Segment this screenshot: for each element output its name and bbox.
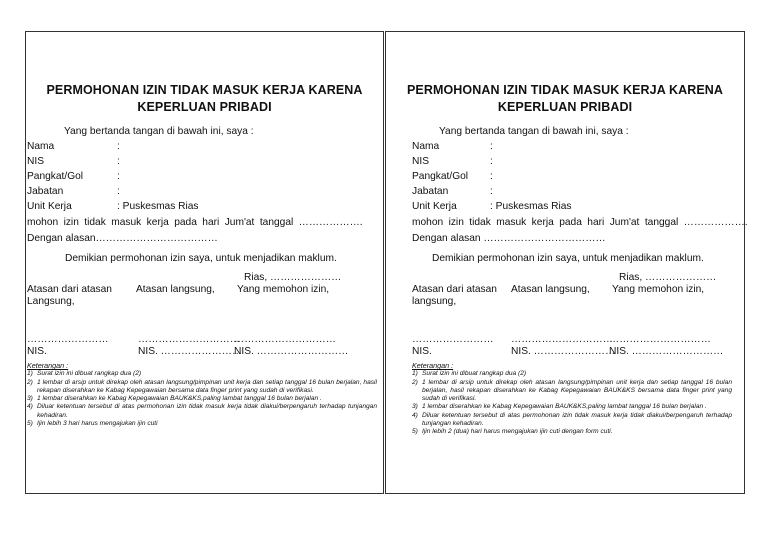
note-item: 3) 1 lembar diserahkan ke Kabag Kepegawaian BAUK&KS,paling lambat tanggal 16 bulan berjalan . (412, 403, 707, 411)
colon: : (490, 186, 493, 197)
note-item: 5) Ijin lebih 2 (dua) hari harus mengajukan ijin cuti dengan form cuti. (412, 428, 613, 436)
nis-line: NIS. …………………… (138, 346, 243, 357)
reason-line: Dengan alasan……………………………… (27, 233, 218, 244)
closing-text: Demikian permohonan izin saya, untuk menjadikan maklum. (432, 253, 704, 264)
request-line: mohon izin tidak masuk kerja pada hari Jum'at tanggal ………………. (27, 217, 363, 228)
request-line: mohon izin tidak masuk kerja pada hari Jum'at tanggal ………………. (412, 217, 748, 228)
signature-dots: ………………………… (511, 334, 613, 345)
notes-section (412, 362, 732, 437)
field-unit-kerja-value: : Puskesmas Rias (117, 201, 199, 212)
field-pangkat: Pangkat/Gol (27, 171, 84, 182)
notes-title: Keterangan : (27, 361, 69, 370)
field-unit-kerja: Unit Kerja (27, 201, 72, 212)
intro-text: Yang bertanda tangan di bawah ini, saya : (64, 126, 254, 137)
nis-line: NIS. ……………………… (609, 346, 724, 357)
colon: : (490, 141, 493, 152)
intro-text: Yang bertanda tangan di bawah ini, saya : (439, 126, 629, 137)
reason-line: Dengan alasan ……………………………… (412, 233, 606, 244)
field-nis: NIS (27, 156, 44, 167)
signature-dots: ………………………… (234, 334, 336, 345)
form-title: PERMOHONAN IZIN TIDAK MASUK KERJA KARENA KEPERLUAN PRIBADI (46, 83, 363, 114)
signature-label-atasan-langsung: Atasan langsung, (511, 284, 590, 295)
nis-line: NIS. (412, 346, 432, 357)
signature-dots: …………………… (412, 334, 494, 345)
note-item: 4) Diluar ketentuan tersebut di atas permohonan izin tidak masuk kerja tidak diakui/berpengaruh terhadap tunjangan kehadiran. (412, 411, 732, 428)
signature-label-pemohon: Yang memohon izin, (237, 284, 330, 295)
colon: : (117, 171, 120, 182)
signature-label-atasan-dari-atasan: Atasan dari atasan (27, 284, 112, 295)
field-nama: Nama (27, 141, 55, 152)
notes-section (27, 362, 377, 428)
colon: : (117, 156, 120, 167)
signature-label-atasan-langsung: Atasan langsung, (136, 284, 215, 295)
signature-dots: …………………… (27, 334, 109, 345)
closing-text: Demikian permohonan izin saya, untuk menjadikan maklum. (65, 253, 337, 264)
form-title: PERMOHONAN IZIN TIDAK MASUK KERJA KARENA KEPERLUAN PRIBADI (406, 83, 724, 114)
field-jabatan: Jabatan (412, 186, 449, 197)
place-date: Rias, ………………… (619, 272, 717, 283)
field-nama: Nama (412, 141, 440, 152)
place-date: Rias, ………………… (244, 272, 342, 283)
signature-dots: ………………………… (609, 334, 711, 345)
leave-form-right (385, 31, 748, 494)
field-nis: NIS (412, 156, 429, 167)
field-pangkat: Pangkat/Gol (412, 171, 469, 182)
field-jabatan: Jabatan (27, 186, 64, 197)
nis-line: NIS. ……………………… (234, 346, 349, 357)
colon: : (490, 171, 493, 182)
note-item: 2) 1 lembar di arsip untuk direkap oleh atasan langsung/pimpinan unit kerja dan setiap tanggal 16 bulan berjalan, hasil rekapan diserahkan ke Kabag Kepegawaian bersama data finger print yang sudah di verifikasi. (27, 378, 377, 394)
signature-label-langsung: Langsung, (27, 296, 75, 307)
note-item: 1) Surat izin ini dibuat rangkap dua (2) (27, 370, 142, 378)
signature-dots: ………………………… (138, 334, 240, 345)
signature-label-pemohon: Yang memohon izin, (612, 284, 705, 295)
leave-form-left (25, 31, 384, 494)
note-item: 1) Surat izin ini dibuat rangkap dua (2) (412, 370, 527, 378)
notes-title: Keterangan : (412, 361, 454, 370)
colon: : (117, 141, 120, 152)
field-unit-kerja-value: : Puskesmas Rias (490, 201, 572, 212)
field-unit-kerja: Unit Kerja (412, 201, 457, 212)
note-item: 2) 1 lembar di arsip untuk direkap oleh atasan langsung/pimpinan unit kerja dan setiap tanggal 16 bulan berjalan, hasil rekapan diserahkan ke Kabag Kepegawaian BAUK&KS bersama data finger print yang sudah di verifikasi. (412, 378, 732, 403)
note-item: 5) Ijin lebih 3 hari harus mengajukan ijin cuti (27, 420, 158, 428)
note-item: 3) 1 lembar diserahkan ke Kabag Kepegawaian BAUK&KS,paling lambat tanggal 16 bulan berjalan . (27, 395, 322, 403)
colon: : (117, 186, 120, 197)
nis-line: NIS. …………………… (511, 346, 616, 357)
nis-line: NIS. (27, 346, 47, 357)
signature-label-langsung: langsung, (412, 296, 457, 307)
signature-label-atasan-dari-atasan: Atasan dari atasan (412, 284, 497, 295)
note-item: 4) Diluar ketentuan tersebut di atas permohonan izin tidak masuk kerja tidak diakui/berpengaruh terhadap tunjangan kehadiran. (27, 403, 377, 419)
colon: : (490, 156, 493, 167)
